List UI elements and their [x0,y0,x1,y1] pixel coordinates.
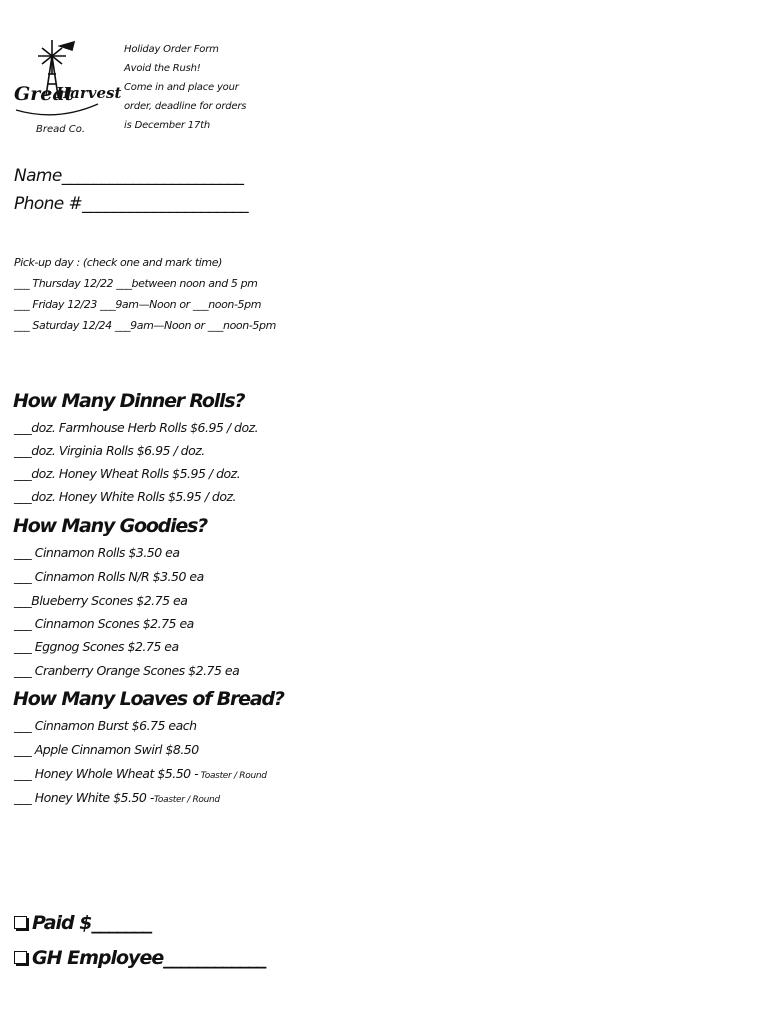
paid-label: Paid $_______ [32,912,151,934]
header-line: order, deadline for orders [124,101,247,112]
order-line-item[interactable]: ___doz. Virginia Rolls $6.95 / doz. [14,443,205,458]
header-line: Come in and place your [124,82,239,93]
order-line-item[interactable]: ___ Apple Cinnamon Swirl $8.50 [14,742,199,757]
paid-field[interactable] [14,912,151,934]
toaster-round-option: Toaster / Round [198,771,267,781]
order-line-item[interactable]: ___ Cinnamon Scones $2.75 ea [14,616,194,631]
order-line-item[interactable]: ___ Cinnamon Rolls $3.50 ea [14,545,180,560]
checkbox-icon[interactable] [14,916,27,929]
svg-text:Harvest: Harvest [56,84,122,102]
order-line-item[interactable]: ___ Cranberry Orange Scones $2.75 ea [14,663,240,678]
order-line-item[interactable] [14,766,267,781]
svg-text:Great: Great [14,83,74,105]
name-field[interactable]: Name_______________________ [14,166,244,186]
order-line-item[interactable]: ___doz. Honey Wheat Rolls $5.95 / doz. [14,466,241,481]
toaster-round-option: Toaster / Round [153,795,220,805]
employee-label: GH Employee____________ [32,947,266,969]
pickup-option-thursday[interactable]: ___ Thursday 12/22 ___between noon and 5 pm [14,277,258,290]
goodies-heading: How Many Goodies? [13,515,208,537]
order-line-item[interactable]: ___ Eggnog Scones $2.75 ea [14,639,179,654]
order-line-item[interactable]: ___doz. Farmhouse Herb Rolls $6.95 / doz. [14,420,259,435]
form-title: Holiday Order Form [124,44,219,55]
employee-field[interactable] [14,947,265,969]
item-label: ___ Honey Whole Wheat $5.50 - [14,766,199,781]
bread-heading: How Many Loaves of Bread? [13,688,284,710]
great-harvest-logo [12,34,122,138]
pickup-option-friday[interactable]: ___ Friday 12/23 ___9am—Noon or ___noon-5pm [14,298,262,311]
order-line-item[interactable]: ___Blueberry Scones $2.75 ea [14,593,188,608]
item-label: ___ Honey White $5.50 - [14,790,154,805]
pickup-title: Pick-up day : (check one and mark time) [14,256,222,269]
order-line-item[interactable]: ___ Cinnamon Burst $6.75 each [14,718,197,733]
svg-text:Bread Co.: Bread Co. [36,124,86,135]
order-line-item[interactable] [14,790,220,805]
order-line-item[interactable]: ___ Cinnamon Rolls N/R $3.50 ea [14,569,204,584]
order-line-item[interactable]: ___doz. Honey White Rolls $5.95 / doz. [14,489,237,504]
windmill-icon [12,34,122,138]
form-header [124,40,246,135]
dinner-rolls-heading: How Many Dinner Rolls? [13,390,245,412]
header-line: is December 17th [124,120,210,131]
pickup-option-saturday[interactable]: ___ Saturday 12/24 ___9am—Noon or ___noon-5pm [14,319,276,332]
checkbox-icon[interactable] [14,951,27,964]
phone-field[interactable]: Phone #_____________________ [14,194,249,214]
header-line: Avoid the Rush! [124,63,201,74]
